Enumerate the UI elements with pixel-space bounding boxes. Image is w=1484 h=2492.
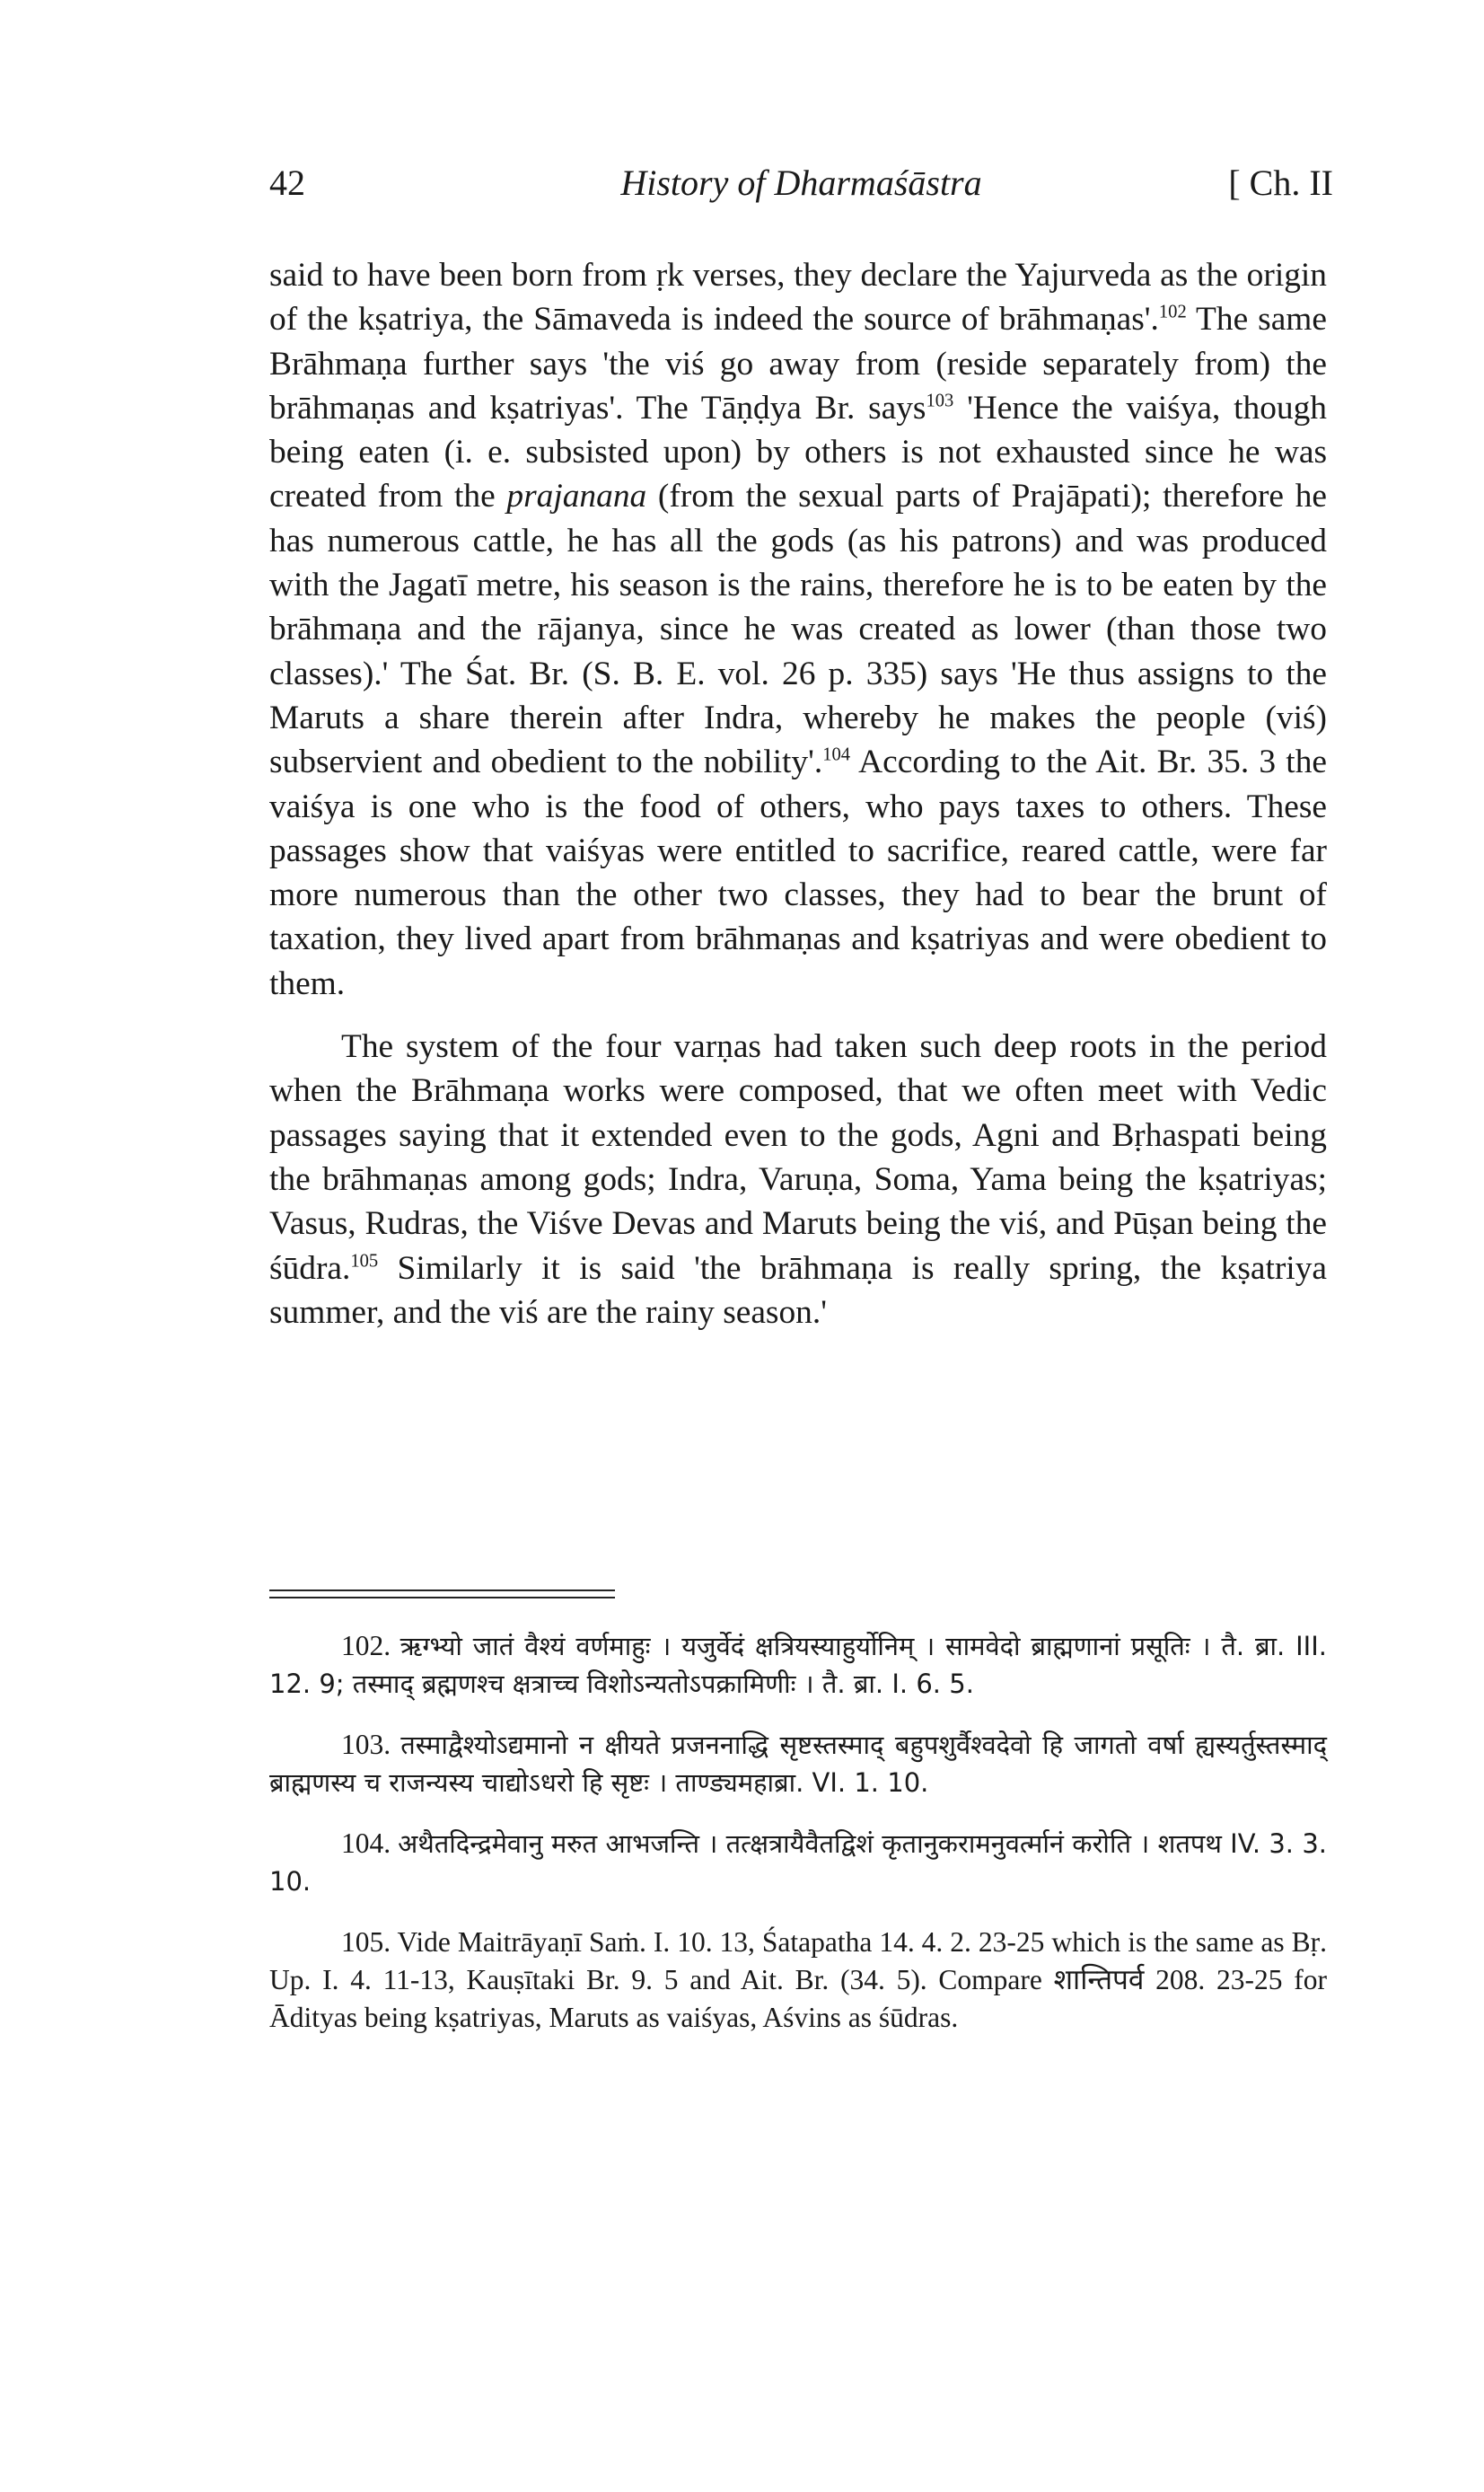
footnote-divider-2 [269, 1597, 615, 1598]
footnote-ref-102[interactable]: 102 [1158, 302, 1187, 322]
footnote-divider [269, 1589, 615, 1591]
footnotes [269, 1627, 1327, 2060]
paragraph-1: said to have been born from ṛk verses, they declare the Yajurveda as the origin of the kṣatriya, the Sāmaveda is indeed the source of brāhmaṇas'.$^{102}$ The same Brāhmaṇa further says 'the viś go away from (reside separately from) the brāhmaṇas and kṣatriyas'. The Tāṇḍya Br. says$^{103}$ 'Hence the vaiśya, though being eaten (i. e. subsisted upon) by others is not exhausted since he was created from the prajanana (from the sexual parts of Prajāpati); therefore he has numerous cattle, he has all the gods (as his patrons) and was produced with the Jagatī metre, his season is the rains, therefore he is to be eaten by the brāhmaṇa and the rājanya, since he was created as lower (than those two classes).' The Śat. Br. (S. B. E. vol. 26 p. 335) says 'He thus assigns to the Maruts a share therein after Indra, whereby he makes the people (viś) subservient and obedient to the nobility'.$^{104}$ According to the Ait. Br. 35. 3 the vaiśya is one who is the food of others, who pays taxes to others. These passages show that vaiśyas were entitled to sacrifice, reared cattle, were far more numerous than the other two classes, they had to bear the brunt of taxation, they lived apart from brāhmaṇas and kṣatriyas and were obedient to them. [269, 257, 1327, 1002]
page-number: 42 [269, 163, 305, 203]
footnote-ref-103[interactable]: 103 [926, 391, 954, 411]
footnote-ref-104[interactable]: 104 [822, 744, 851, 765]
paragraph-2: The system of the four varṇas had taken such deep roots in the period when the Brāhmaṇa works were composed, that we often meet with Vedic passages saying that it extended even to the gods, Agni and Bṛhaspati being the brāhmaṇas among gods; Indra, Varuṇa, Soma, Yama being the kṣatriyas; Vasus, Rudras, the Viśve Devas and Maruts being the viś, and Pūṣan being the śūdra.$^{105}$ Similarly it is said 'the brāhmaṇa is really spring, the kṣatriya summer, and the viś are the rainy season.' [269, 1028, 1327, 1331]
footnote-ref-105[interactable]: 105 [350, 1251, 379, 1272]
footnote-104: 104. अथैतदिन्द्रमेवानु मरुत आभजन्ति । तत्क्षत्रायैवैतद्विशं कृतानुकरामनुवर्त्मानं करोति । शतपथ IV. 3. 3. 10. [269, 1827, 1327, 1897]
book-title: History of Dharmaśāstra [620, 163, 982, 203]
footnote-102: 102. ऋग्भ्यो जातं वैश्यं वर्णमाहुः । यजुर्वेदं क्षत्रियस्याहुर्योनिम् । सामवेदो ब्राह्मणानां प्रसूतिः । तै. ब्रा. III. 12. 9; तस्माद् ब्रह्मणश्च क्षत्राच्च विशोऽन्यतोऽपक्रामिणीः । तै. ब्रा. I. 6. 5. [269, 1630, 1327, 1699]
footnote-105: 105. Vide Maitrāyaṇī Saṁ. I. 10. 13, Śatapatha 14. 4. 2. 23-25 which is the same as Bṛ. Up. I. 4. 11-13, Kauṣītaki Br. 9. 5 and Ait. Br. (34. 5). Compare शान्तिपर्व 208. 23-25 for Ādityas being kṣatriyas, Maruts as vaiśyas, Aśvins as śūdras. [269, 1926, 1327, 2033]
footnote-103: 103. तस्माद्वैश्योऽद्यमानो न क्षीयते प्रजननाद्धि सृष्टस्तस्माद् बहुपशुर्वैश्वदेवो हि जागतो वर्षा ह्यस्यर्तुस्तस्माद् ब्राह्मणस्य च राजन्यस्य चाद्योऽधरो हि सृष्टः । ताण्ड्यमहाब्रा. VI. 1. 10. [269, 1729, 1327, 1798]
term-prajanana: prajanana [506, 478, 647, 515]
chapter-label: [ Ch. II [1228, 163, 1333, 203]
main-text [269, 253, 1327, 1334]
running-header [269, 162, 1333, 216]
